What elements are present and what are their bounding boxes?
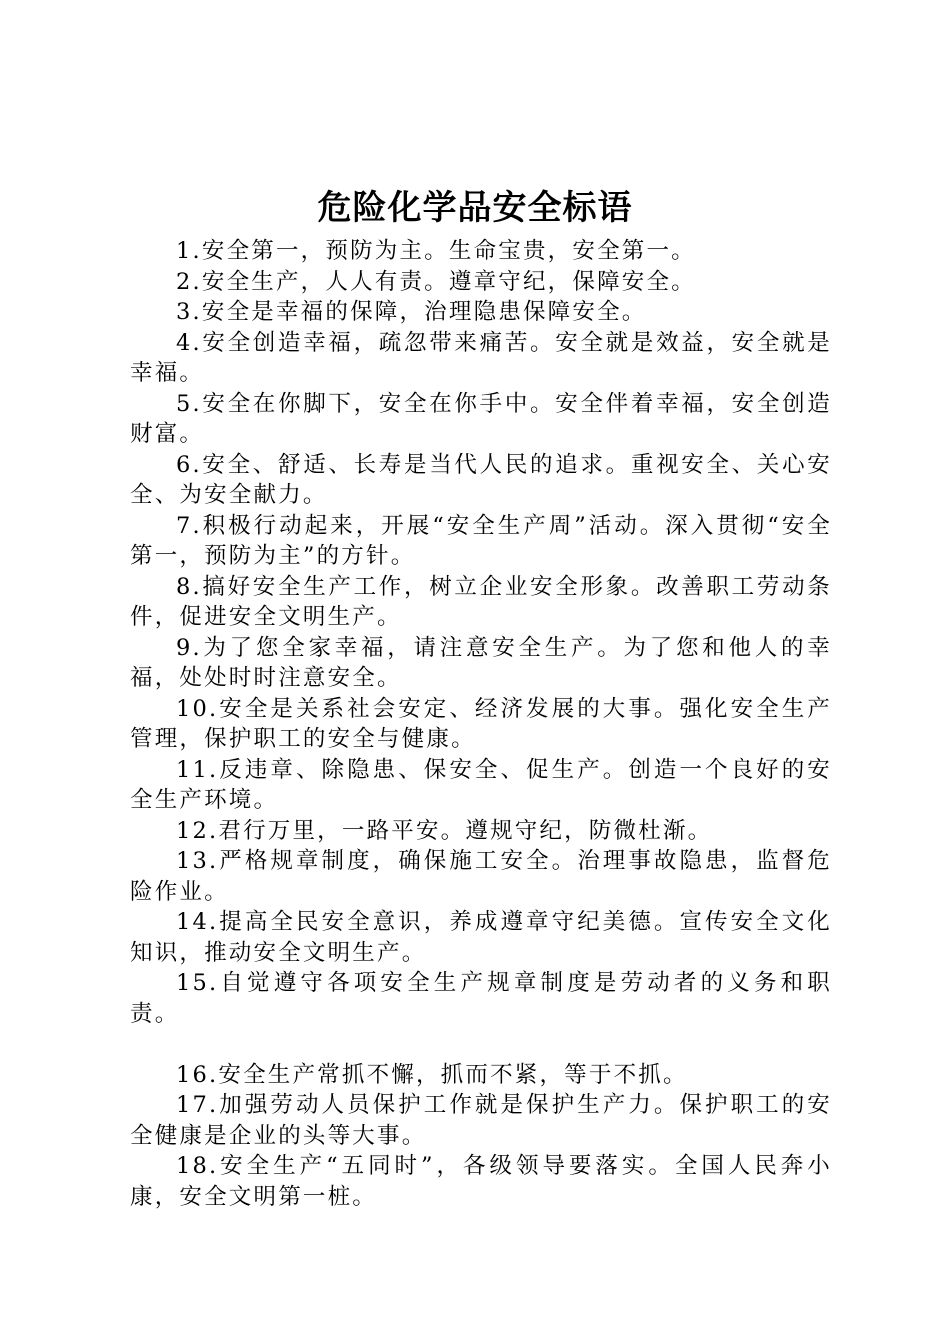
slogan-item-10: 10.安全是关系社会安定、经济发展的大事。强化安全生产管理，保护职工的安全与健康。 <box>130 695 832 752</box>
slogan-list <box>130 236 832 1212</box>
slogan-item-14: 14.提高全民安全意识，养成遵章守纪美德。宣传安全文化知识，推动安全文明生产。 <box>130 909 832 966</box>
slogan-item-2: 2.安全生产，人人有责。遵章守纪，保障安全。 <box>176 268 696 295</box>
slogan-item-18: 18.安全生产“五同时”，各级领导要落实。全国人民奔小康，安全文明第一桩。 <box>130 1153 832 1210</box>
slogan-item-5: 5.安全在你脚下，安全在你手中。安全伴着幸福，安全创造财富。 <box>130 390 832 447</box>
slogan-item-12: 12.君行万里，一路平安。遵规守纪，防微杜渐。 <box>176 817 713 844</box>
slogan-item-9: 9.为了您全家幸福，请注意安全生产。为了您和他人的幸福，处处时时注意安全。 <box>130 634 832 691</box>
slogan-item-11: 11.反违章、除隐患、保安全、促生产。创造一个良好的安全生产环境。 <box>130 756 832 813</box>
slogan-item-16: 16.安全生产常抓不懈，抓而不紧，等于不抓。 <box>176 1061 688 1088</box>
slogan-item-3: 3.安全是幸福的保障，治理隐患保障安全。 <box>176 299 647 325</box>
slogan-item-15: 15.自觉遵守各项安全生产规章制度是劳动者的义务和职责。 <box>130 970 832 1027</box>
slogan-item-17: 17.加强劳动人员保护工作就是保护生产力。保护职工的安全健康是企业的头等大事。 <box>130 1092 832 1149</box>
slogan-item-1: 1.安全第一，预防为主。生命宝贵，安全第一。 <box>176 238 696 264</box>
slogan-item-4: 4.安全创造幸福，疏忽带来痛苦。安全就是效益，安全就是幸福。 <box>130 329 832 386</box>
slogan-item-6: 6.安全、舒适、长寿是当代人民的追求。重视安全、关心安全、为安全献力。 <box>130 451 832 508</box>
slogan-item-13: 13.严格规章制度，确保施工安全。治理事故隐患，监督危险作业。 <box>130 848 832 905</box>
slogan-item-8: 8.搞好安全生产工作，树立企业安全形象。改善职工劳动条件，促进安全文明生产。 <box>130 573 832 630</box>
document-title: 危险化学品安全标语 <box>317 188 633 228</box>
slogan-item-7: 7.积极行动起来，开展“安全生产周”活动。深入贯彻“安全第一，预防为主”的方针。 <box>130 512 832 569</box>
